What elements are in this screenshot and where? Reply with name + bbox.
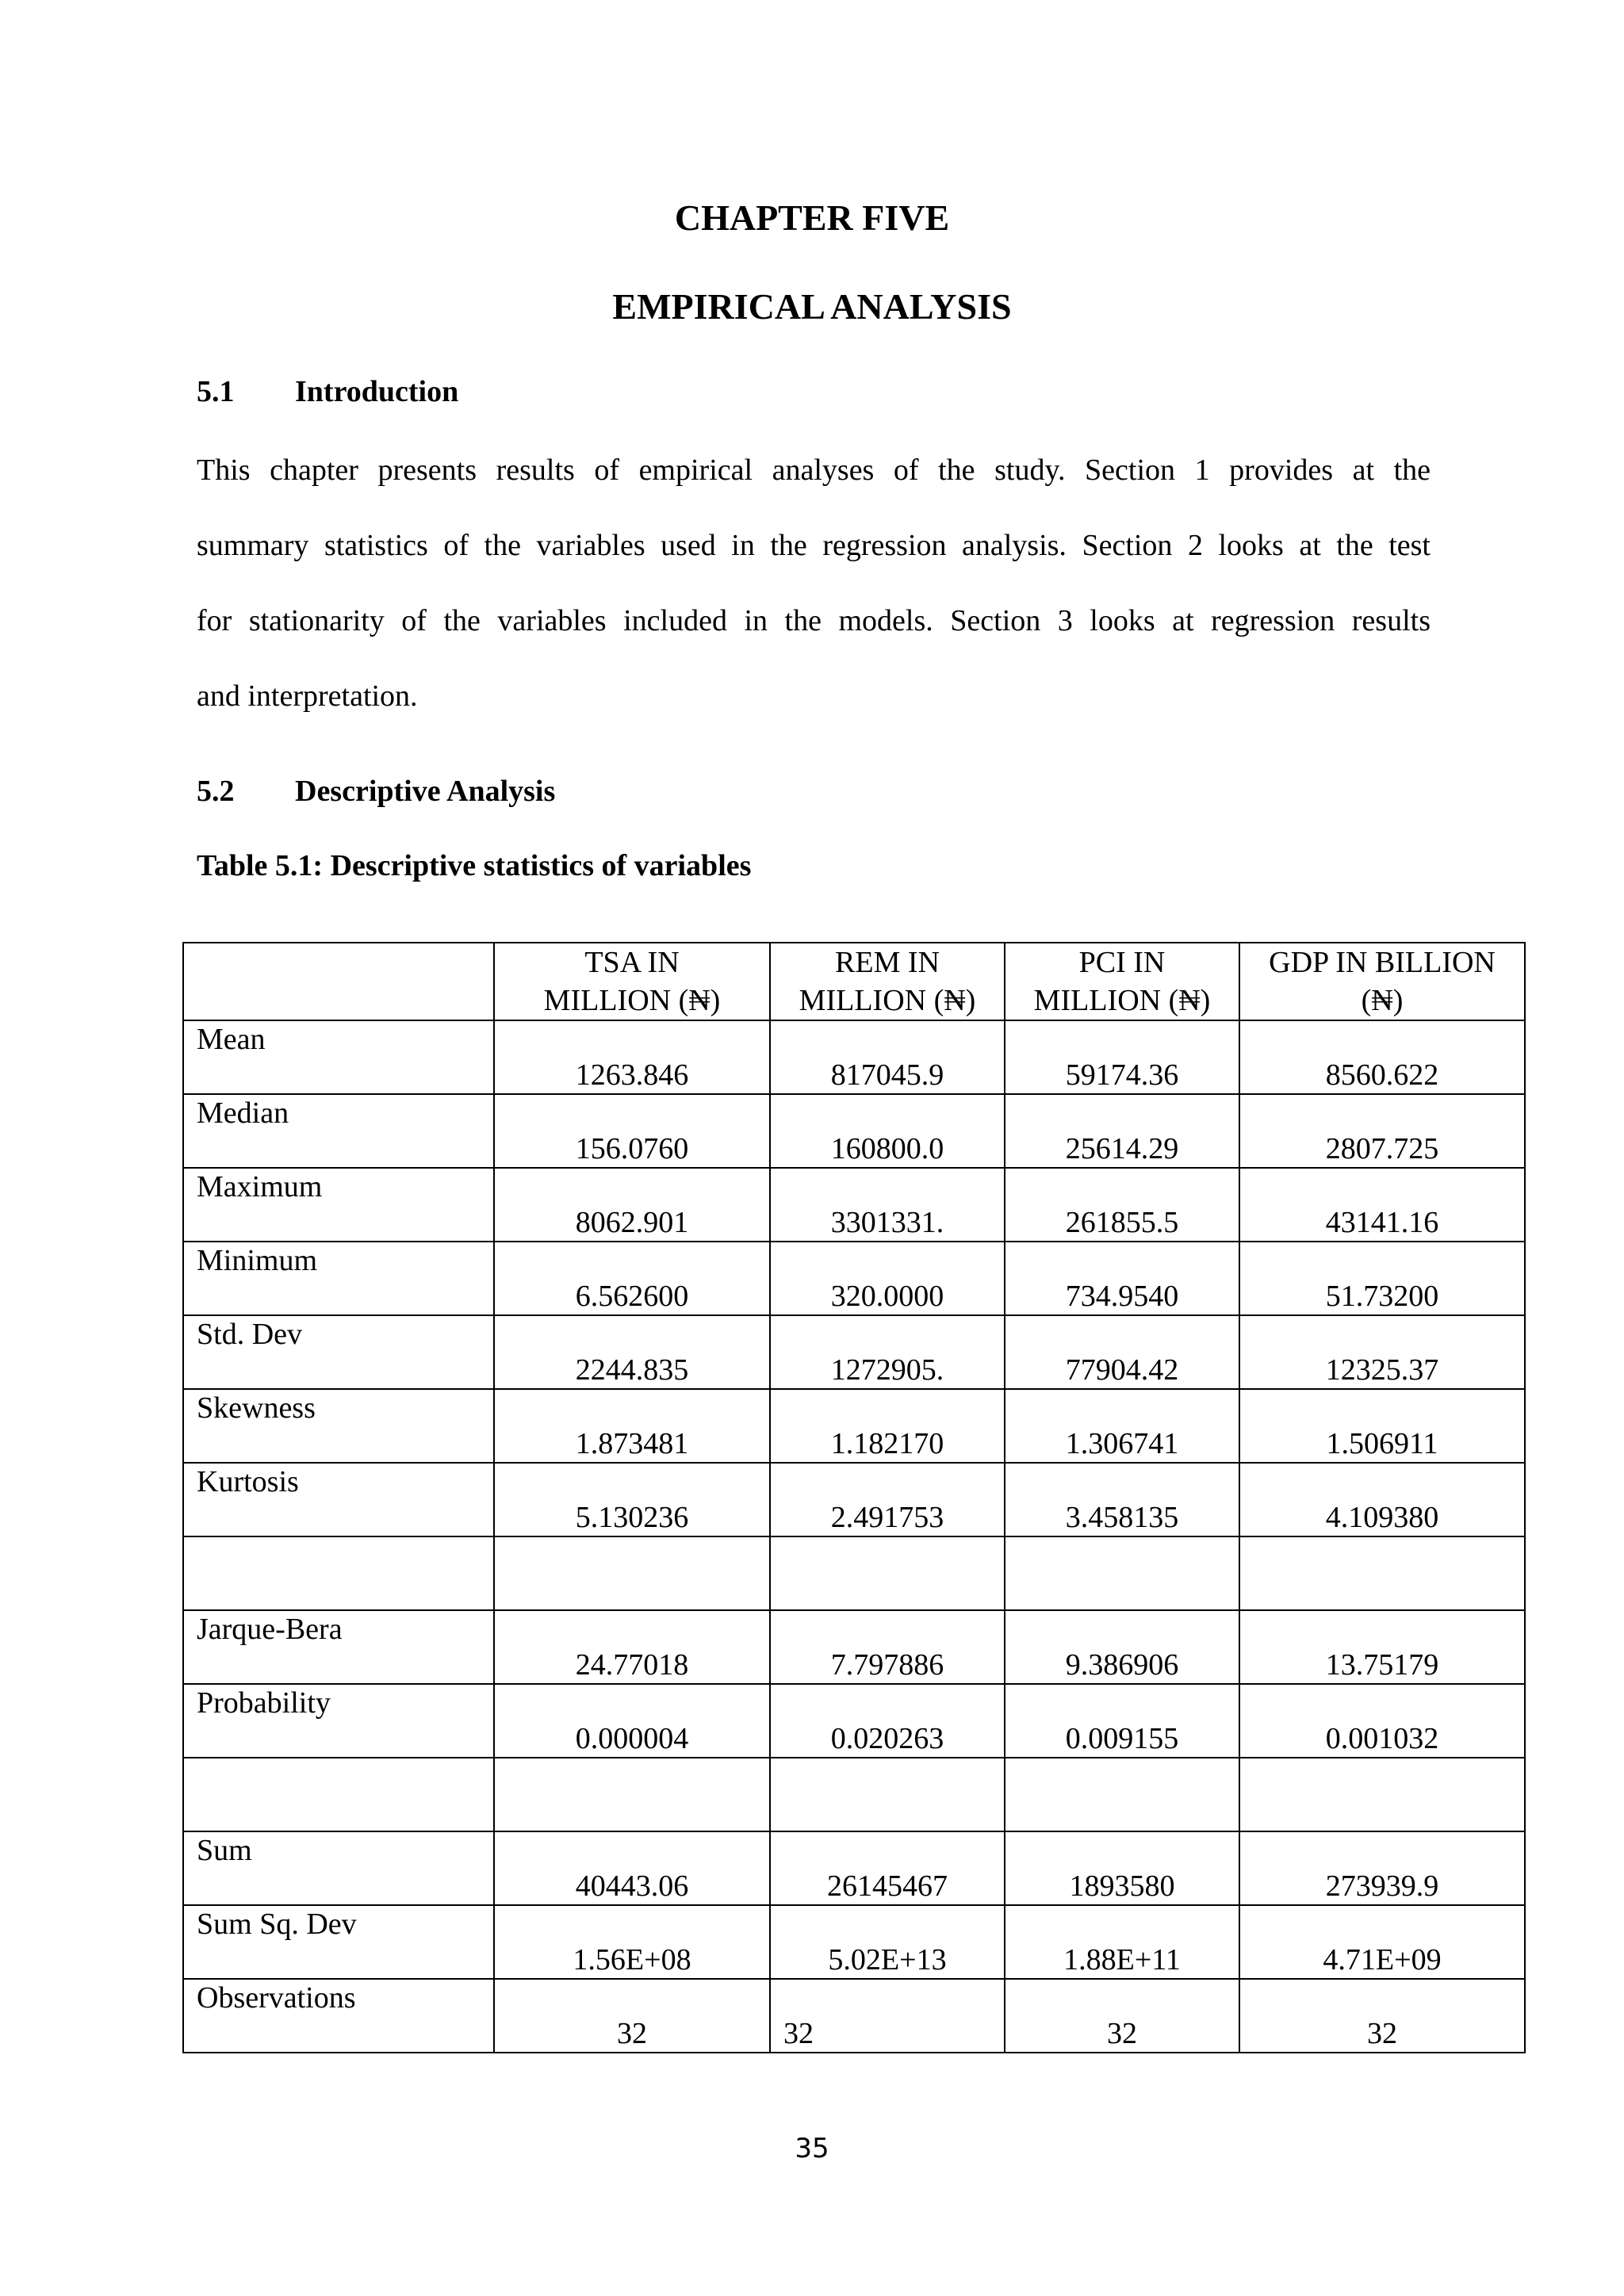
- table-row: [183, 1094, 1525, 1168]
- row-value: 2244.835: [575, 1353, 689, 1387]
- header-cell-tsa: [494, 943, 770, 1020]
- header-line: MILLION (₦): [1033, 984, 1211, 1017]
- row-value: 8062.901: [575, 1206, 689, 1239]
- header-cell-pci: [1005, 943, 1239, 1020]
- row-label: Maximum: [197, 1170, 323, 1203]
- table-row: [183, 1020, 1525, 1094]
- paragraph-line: summary statistics of the variables used in the regression analysis. Section 2 looks at the test: [197, 529, 1431, 562]
- row-value: 1.873481: [575, 1427, 689, 1460]
- paragraph-line: for stationarity of the variables included in the models. Section 3 looks at regression results: [197, 604, 1431, 637]
- header-line: REM IN: [835, 946, 940, 979]
- table-row: [183, 1242, 1525, 1315]
- row-value: 0.001032: [1325, 1722, 1439, 1755]
- descriptive-statistics-table: [182, 942, 1526, 2053]
- paragraph-line: This chapter presents results of empirical analyses of the study. Section 1 provides at the: [197, 453, 1431, 487]
- header-cell-gdp: [1239, 943, 1525, 1020]
- header-line: MILLION (₦): [543, 984, 721, 1017]
- row-value: 32: [1367, 2017, 1397, 2050]
- page-number: 35: [795, 2133, 829, 2164]
- row-value: 13.75179: [1325, 1648, 1439, 1682]
- row-value: 1.56E+08: [573, 1943, 691, 1976]
- row-value: 734.9540: [1065, 1280, 1179, 1313]
- row-value: 51.73200: [1325, 1280, 1439, 1313]
- row-value: 273939.9: [1325, 1869, 1439, 1903]
- row-value: 8560.622: [1325, 1058, 1439, 1092]
- header-line: (₦): [1361, 984, 1404, 1017]
- introduction-paragraph: [197, 433, 1431, 734]
- row-value: 1.182170: [830, 1427, 944, 1460]
- row-value: 156.0760: [575, 1132, 689, 1165]
- table-header-row: [183, 943, 1525, 1020]
- row-value: 6.562600: [575, 1280, 689, 1313]
- row-label: Jarque-Bera: [197, 1613, 343, 1646]
- row-value: 4.109380: [1325, 1501, 1439, 1534]
- section-title: Descriptive Analysis: [295, 775, 556, 808]
- row-label: Sum: [197, 1834, 252, 1867]
- row-value: 1.506911: [1326, 1427, 1438, 1460]
- row-value: 1893580: [1069, 1869, 1175, 1903]
- row-value: 160800.0: [830, 1132, 944, 1165]
- row-value: 24.77018: [575, 1648, 689, 1682]
- section-heading-descriptive: [197, 774, 555, 809]
- row-value: 2807.725: [1325, 1132, 1439, 1165]
- header-line: PCI IN: [1078, 946, 1166, 979]
- table-row: [183, 1610, 1525, 1684]
- row-value: 1272905.: [830, 1353, 944, 1387]
- row-value: 25614.29: [1065, 1132, 1179, 1165]
- row-value: 32: [617, 2017, 647, 2050]
- row-value: 77904.42: [1065, 1353, 1179, 1387]
- table-row: [183, 1168, 1525, 1242]
- row-value: 40443.06: [575, 1869, 689, 1903]
- row-value: 12325.37: [1325, 1353, 1439, 1387]
- row-value: 26145467: [827, 1869, 948, 1903]
- row-value: 3301331.: [830, 1206, 944, 1239]
- row-value: 261855.5: [1065, 1206, 1179, 1239]
- section-heading-introduction: [197, 374, 458, 409]
- row-value: 5.02E+13: [828, 1943, 947, 1976]
- row-label: Observations: [197, 1981, 356, 2015]
- chapter-title: EMPIRICAL ANALYSIS: [612, 286, 1012, 327]
- header-line: GDP IN BILLION: [1269, 946, 1496, 979]
- row-value: 32: [1107, 2017, 1137, 2050]
- table-row: [183, 1463, 1525, 1536]
- row-value: 1.88E+11: [1063, 1943, 1181, 1976]
- row-value: 0.000004: [575, 1722, 689, 1755]
- row-value: 59174.36: [1065, 1058, 1179, 1092]
- row-value: 7.797886: [830, 1648, 944, 1682]
- table-caption: Table 5.1: Descriptive statistics of variables: [197, 849, 752, 882]
- section-title: Introduction: [295, 375, 459, 408]
- table-row: [183, 1389, 1525, 1463]
- row-label: Median: [197, 1096, 289, 1130]
- table-row: [183, 1684, 1525, 1758]
- table-row: [183, 1831, 1525, 1905]
- row-value: 9.386906: [1065, 1648, 1179, 1682]
- row-label: Probability: [197, 1686, 331, 1720]
- table-row-empty: [183, 1758, 1525, 1831]
- header-empty-cell: [183, 943, 494, 1020]
- row-label: Std. Dev: [197, 1318, 302, 1351]
- row-label: Skewness: [197, 1391, 316, 1425]
- row-value: 817045.9: [830, 1058, 944, 1092]
- row-value: 1.306741: [1065, 1427, 1179, 1460]
- chapter-number-title: CHAPTER FIVE: [674, 197, 950, 238]
- header-cell-rem: [770, 943, 1005, 1020]
- row-value: 0.009155: [1065, 1722, 1179, 1755]
- row-value: 1263.846: [575, 1058, 689, 1092]
- row-value: 32: [783, 2017, 814, 2050]
- row-value: 5.130236: [575, 1501, 689, 1534]
- table-row: [183, 1315, 1525, 1389]
- row-value: 4.71E+09: [1323, 1943, 1442, 1976]
- row-value: 3.458135: [1065, 1501, 1179, 1534]
- table-row-empty: [183, 1536, 1525, 1610]
- row-value: 43141.16: [1325, 1206, 1439, 1239]
- paragraph-line: and interpretation.: [197, 679, 418, 713]
- row-label: Kurtosis: [197, 1465, 299, 1498]
- row-value: 320.0000: [830, 1280, 944, 1313]
- row-label: Sum Sq. Dev: [197, 1908, 357, 1941]
- row-value: 0.020263: [830, 1722, 944, 1755]
- table-row: [183, 1979, 1525, 2053]
- header-line: MILLION (₦): [799, 984, 976, 1017]
- header-line: TSA IN: [584, 946, 680, 979]
- section-number: 5.1: [197, 375, 235, 408]
- row-label: Mean: [197, 1023, 266, 1056]
- row-value: 2.491753: [830, 1501, 944, 1534]
- row-label: Minimum: [197, 1244, 318, 1277]
- section-number: 5.2: [197, 775, 235, 808]
- table-row: [183, 1905, 1525, 1979]
